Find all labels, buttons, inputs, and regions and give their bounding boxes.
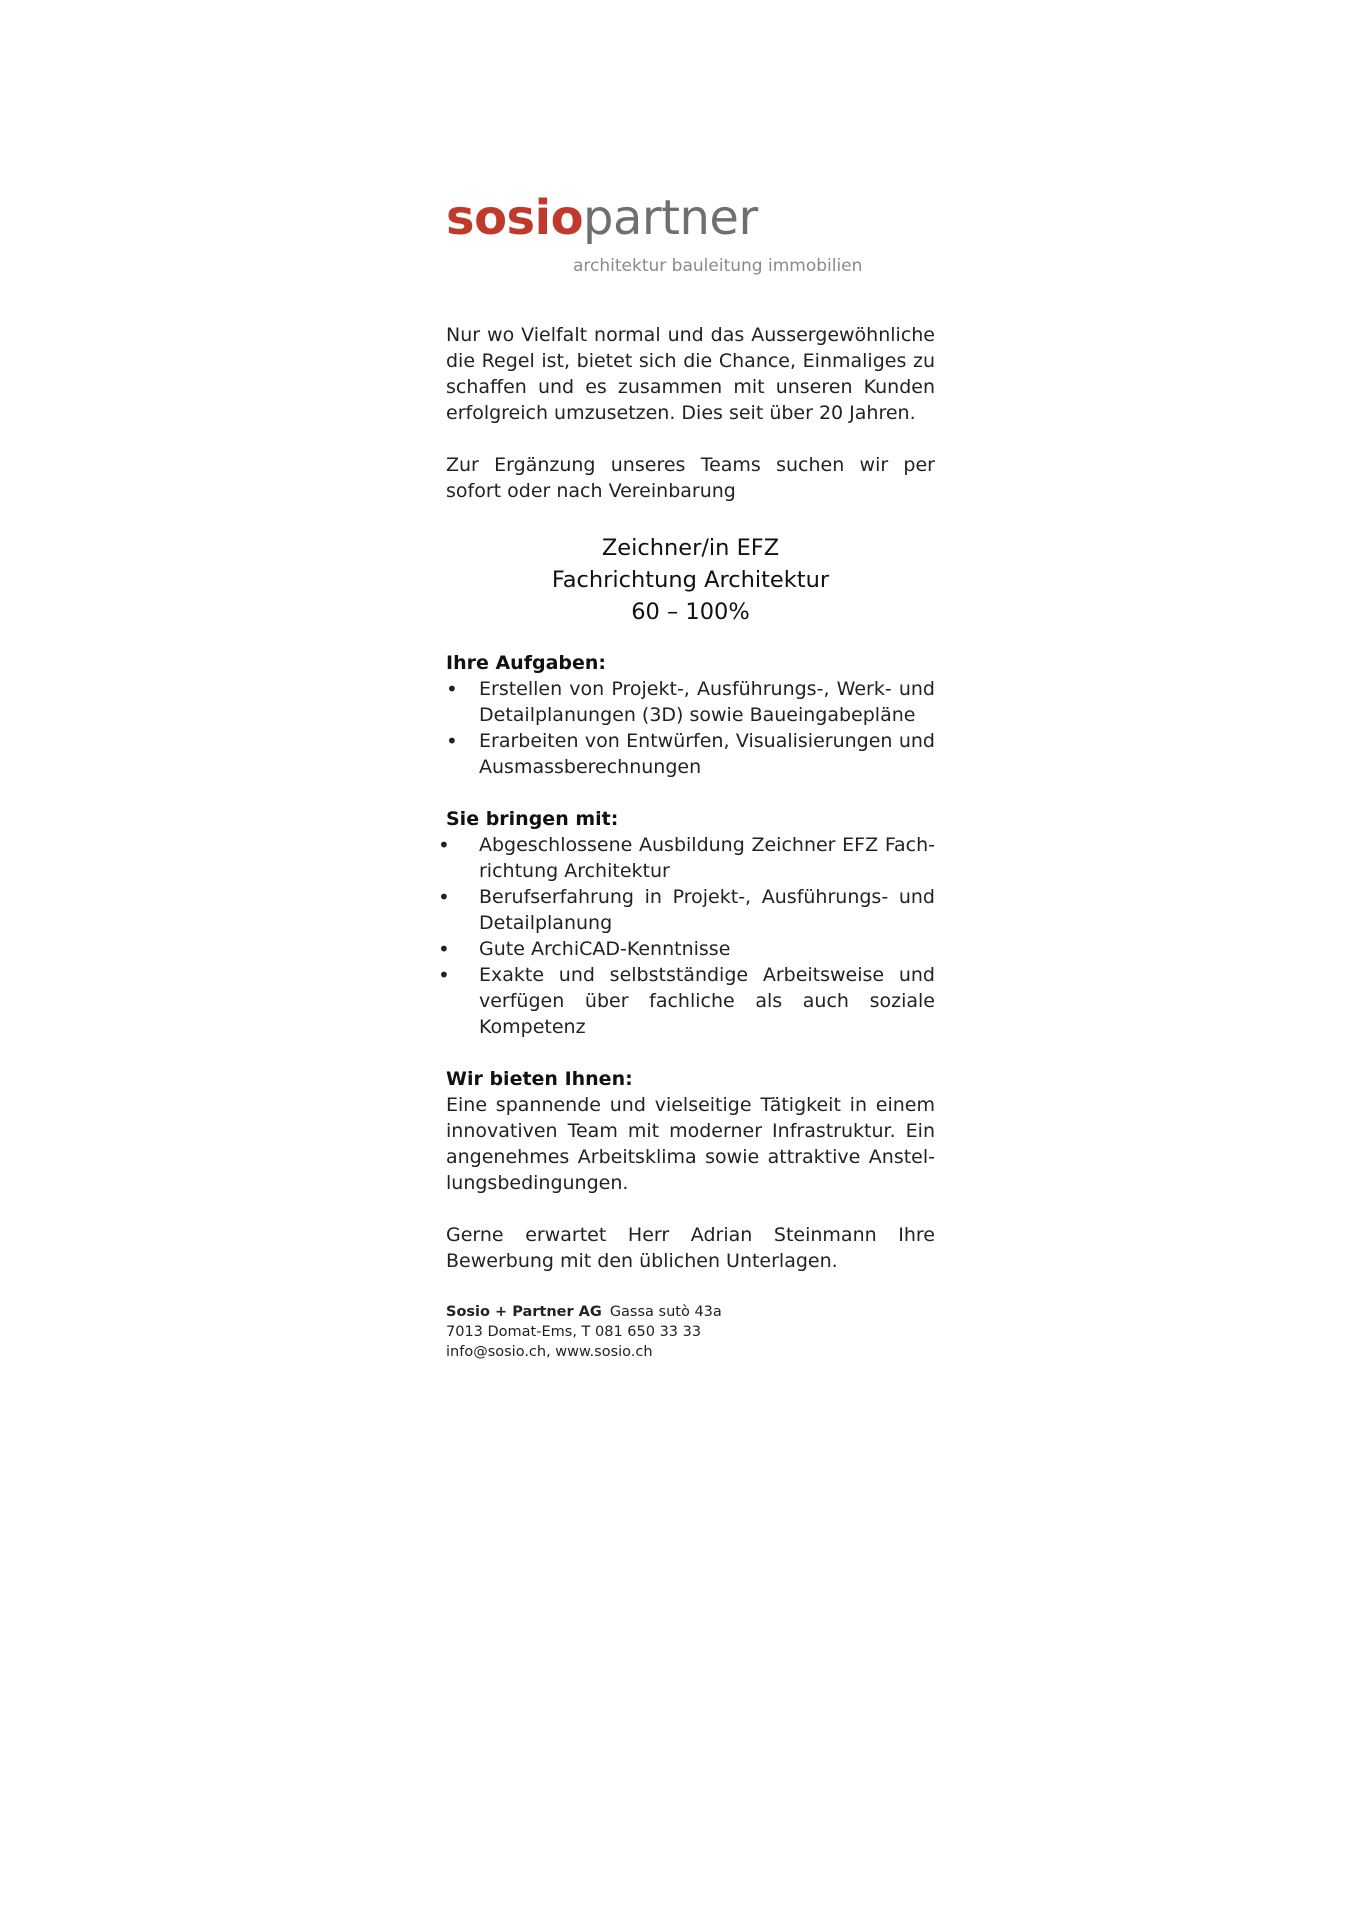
logo-wordmark <box>446 190 758 246</box>
logo-word-partner: partner <box>583 190 758 246</box>
requirements-list <box>446 832 935 1040</box>
job-title-line2: Fachrichtung Architektur <box>551 567 830 593</box>
list-item: • Erstellen von Projekt-, Ausführungs-, Werk- und Detailplanungen (3D) sowie Baueingabepläne <box>446 676 935 728</box>
offer-text: Eine spannende und vielseitige Tätigkeit in einem innovativen Team mit moderner Infrastruktur. Ein angenehmes Arbeitsklima sowie attraktive Anstel-lungsbedingungen. <box>446 1094 935 1194</box>
company-logo <box>446 190 866 274</box>
list-item: • Abgeschlossene Ausbildung Zeichner EFZ Fach-richtung Architektur <box>446 832 935 884</box>
offer-heading: Wir bieten Ihnen: <box>446 1068 633 1090</box>
tasks-list <box>446 676 935 780</box>
logo-word-sosio: sosio <box>446 190 584 246</box>
list-item: • Exakte und selbstständige Arbeitsweise und verfügen über fachliche als auch soziale Kompetenz <box>446 962 935 1040</box>
list-item: • Berufserfahrung in Projekt-, Ausführungs- und Detailplanung <box>446 884 935 936</box>
job-title-workload: 60 – 100% <box>631 599 750 625</box>
footer-company: Sosio + Partner AG <box>446 1304 602 1320</box>
logo-tagline: architektur bauleitung immobilien <box>573 256 863 276</box>
posting-content <box>446 322 935 1274</box>
intro-paragraph: Nur wo Vielfalt normal und das Aussergewöhnliche die Regel ist, bietet sich die Chance, Einmaliges zu schaffen und es zusammen mit unseren Kunden erfolgreich umzusetzen. Dies seit über 20 Jahren. <box>446 324 935 424</box>
job-title-line1: Zeichner/in EFZ <box>601 535 780 561</box>
search-paragraph: Zur Ergänzung unseres Teams suchen wir per sofort oder nach Vereinbarung <box>446 454 935 502</box>
company-footer <box>446 1302 722 1362</box>
requirements-heading: Sie bringen mit: <box>446 808 619 830</box>
closing-text: Gerne erwartet Herr Adrian Steinmann Ihre Bewerbung mit den üblichen Unterlagen. <box>446 1224 935 1272</box>
list-item: • Gute ArchiCAD-Kenntnisse <box>446 936 935 962</box>
footer-street: Gassa sutò 43a <box>609 1304 722 1320</box>
tasks-heading: Ihre Aufgaben: <box>446 652 606 674</box>
footer-city-phone: 7013 Domat-Ems, T 081 650 33 33 <box>446 1324 702 1340</box>
footer-contact: info@sosio.ch, www.sosio.ch <box>446 1344 653 1360</box>
list-item: • Erarbeiten von Entwürfen, Visualisierungen und Ausmassberechnungen <box>446 728 935 780</box>
